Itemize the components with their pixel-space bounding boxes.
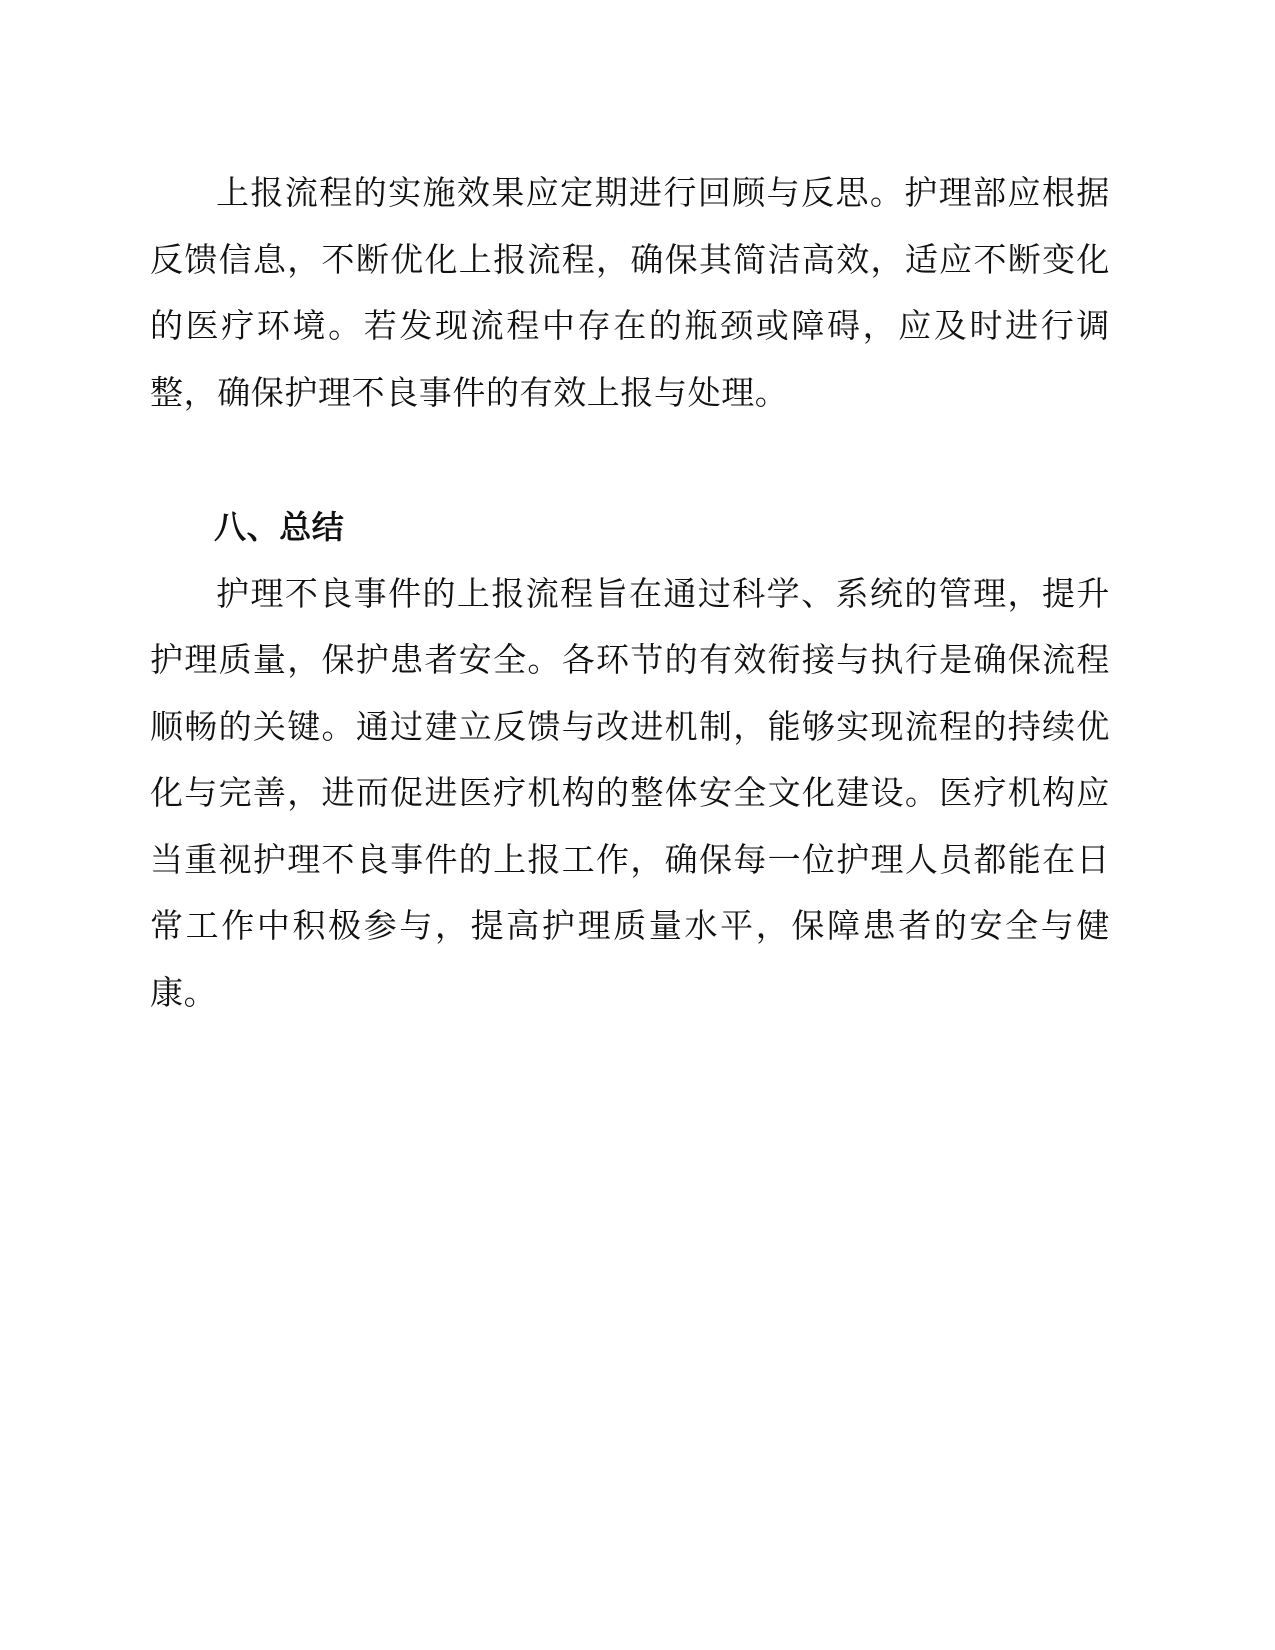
section-heading-summary: 八、总结 [214,508,345,546]
document-body [150,160,1110,1026]
paragraph-review-reflection: 上报流程的实施效果应定期进行回顾与反思。护理部应根据反馈信息，不断优化上报流程，确保其简洁高效，适应不断变化的医疗环境。若发现流程中存在的瓶颈或障碍，应及时进行调整，确保护理不良事件的有效上报与处理。 [150,173,1110,412]
paragraph-summary: 护理不良事件的上报流程旨在通过科学、系统的管理，提升护理质量，保护患者安全。各环节的有效衔接与执行是确保流程顺畅的关键。通过建立反馈与改进机制，能够实现流程的持续优化与完善，进而促进医疗机构的整体安全文化建设。医疗机构应当重视护理不良事件的上报工作，确保每一位护理人员都能在日常工作中积极参与，提高护理质量水平，保障患者的安全与健康。 [150,573,1110,1012]
